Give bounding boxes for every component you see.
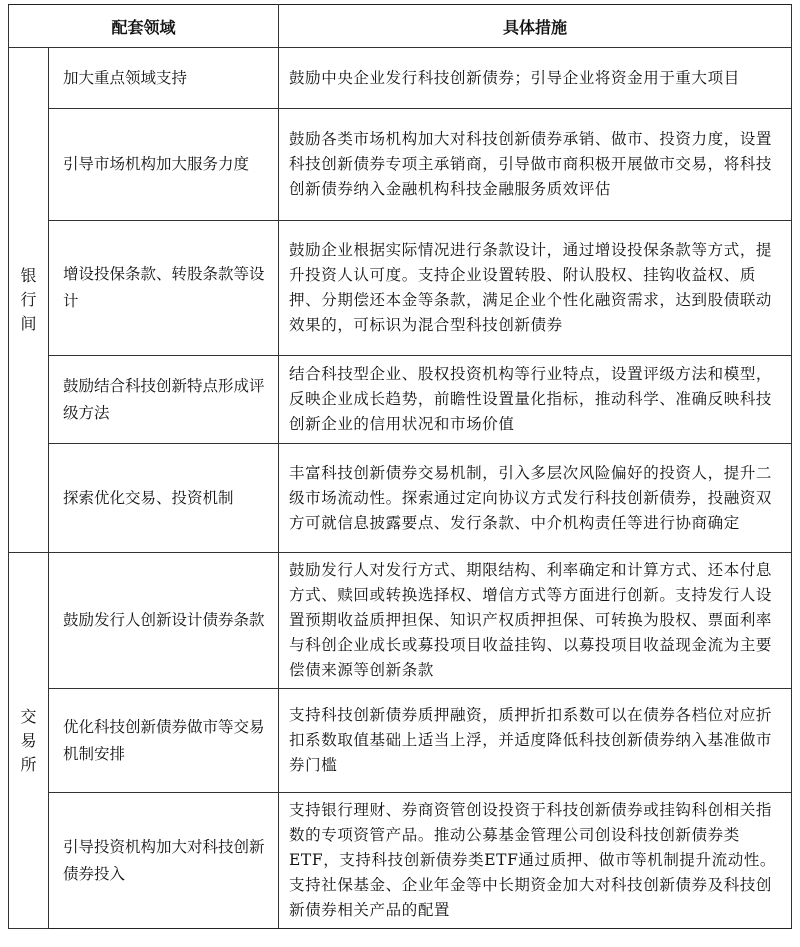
- measure-cell: 支持银行理财、券商资管创设投资于科技创新债券或挂钩科创相关指数的专项资管产品。推动公募基金管理公司创设科技创新债券类ETF，支持科技创新债券类ETF通过质押、做市等机制提升流动性。支持社保基金、企业年金等中长期资金加大对科技创新债券及科技创新债券相关产品的配置: [279, 793, 792, 929]
- area-cell: 优化科技创新债券做市等交易机制安排: [49, 689, 279, 793]
- measure-cell: 鼓励发行人对发行方式、期限结构、利率确定和计算方式、还本付息方式、赎回或转换选择权、增信方式等方面进行创新。支持发行人设置预期收益质押担保、知识产权质押担保、可转换为股权、票面利率与科创企业成长或募投项目收益挂钩、以募投项目收益现金流为主要偿债来源等创新条款: [279, 553, 792, 689]
- measure-cell: 鼓励企业根据实际情况进行条款设计，通过增设投保条款等方式，提升投资人认可度。支持企业设置转股、附认股权、挂钩收益权、质押、分期偿还本金等条款，满足企业个性化融资需求，达到股债联动效果的，可标识为混合型科技创新债券: [279, 221, 792, 356]
- table-row: [9, 793, 792, 929]
- area-cell: 增设投保条款、转股条款等设计: [49, 221, 279, 356]
- area-cell: 加大重点领域支持: [49, 48, 279, 109]
- header-area: 配套领域: [9, 5, 279, 48]
- measure-cell: 鼓励各类市场机构加大对科技创新债券承销、做市、投资力度，设置科技创新债券专项主承销商，引导做市商积极开展做市交易，将科技创新债券纳入金融机构科技金融服务质效评估: [279, 109, 792, 221]
- area-cell: 引导市场机构加大服务力度: [49, 109, 279, 221]
- area-cell: 鼓励发行人创新设计债券条款: [49, 553, 279, 689]
- table-row: [9, 444, 792, 553]
- group-label-exchange: 交 易 所: [9, 553, 49, 929]
- table-row: [9, 48, 792, 109]
- measures-table: [8, 4, 792, 929]
- table-row: [9, 356, 792, 444]
- table-row: [9, 553, 792, 689]
- measure-cell: 支持科技创新债券质押融资，质押折扣系数可以在债券各档位对应折扣系数取值基础上适当上浮，并适度降低科技创新债券纳入基准做市券门槛: [279, 689, 792, 793]
- group-label-interbank: 银 行 间: [9, 48, 49, 553]
- table-row: [9, 221, 792, 356]
- measure-cell: 鼓励中央企业发行科技创新债券；引导企业将资金用于重大项目: [279, 48, 792, 109]
- table-row: [9, 689, 792, 793]
- header-row: [9, 5, 792, 48]
- measure-cell: 结合科技型企业、股权投资机构等行业特点，设置评级方法和模型，反映企业成长趋势，前瞻性设置量化指标，推动科学、准确反映科技创新企业的信用状况和市场价值: [279, 356, 792, 444]
- area-cell: 鼓励结合科技创新特点形成评级方法: [49, 356, 279, 444]
- table-row: [9, 109, 792, 221]
- area-cell: 探索优化交易、投资机制: [49, 444, 279, 553]
- header-measure: 具体措施: [279, 5, 792, 48]
- measure-cell: 丰富科技创新债券交易机制，引入多层次风险偏好的投资人，提升二级市场流动性。探索通过定向协议方式发行科技创新债券，投融资双方可就信息披露要点、发行条款、中介机构责任等进行协商确定: [279, 444, 792, 553]
- area-cell: 引导投资机构加大对科技创新债券投入: [49, 793, 279, 929]
